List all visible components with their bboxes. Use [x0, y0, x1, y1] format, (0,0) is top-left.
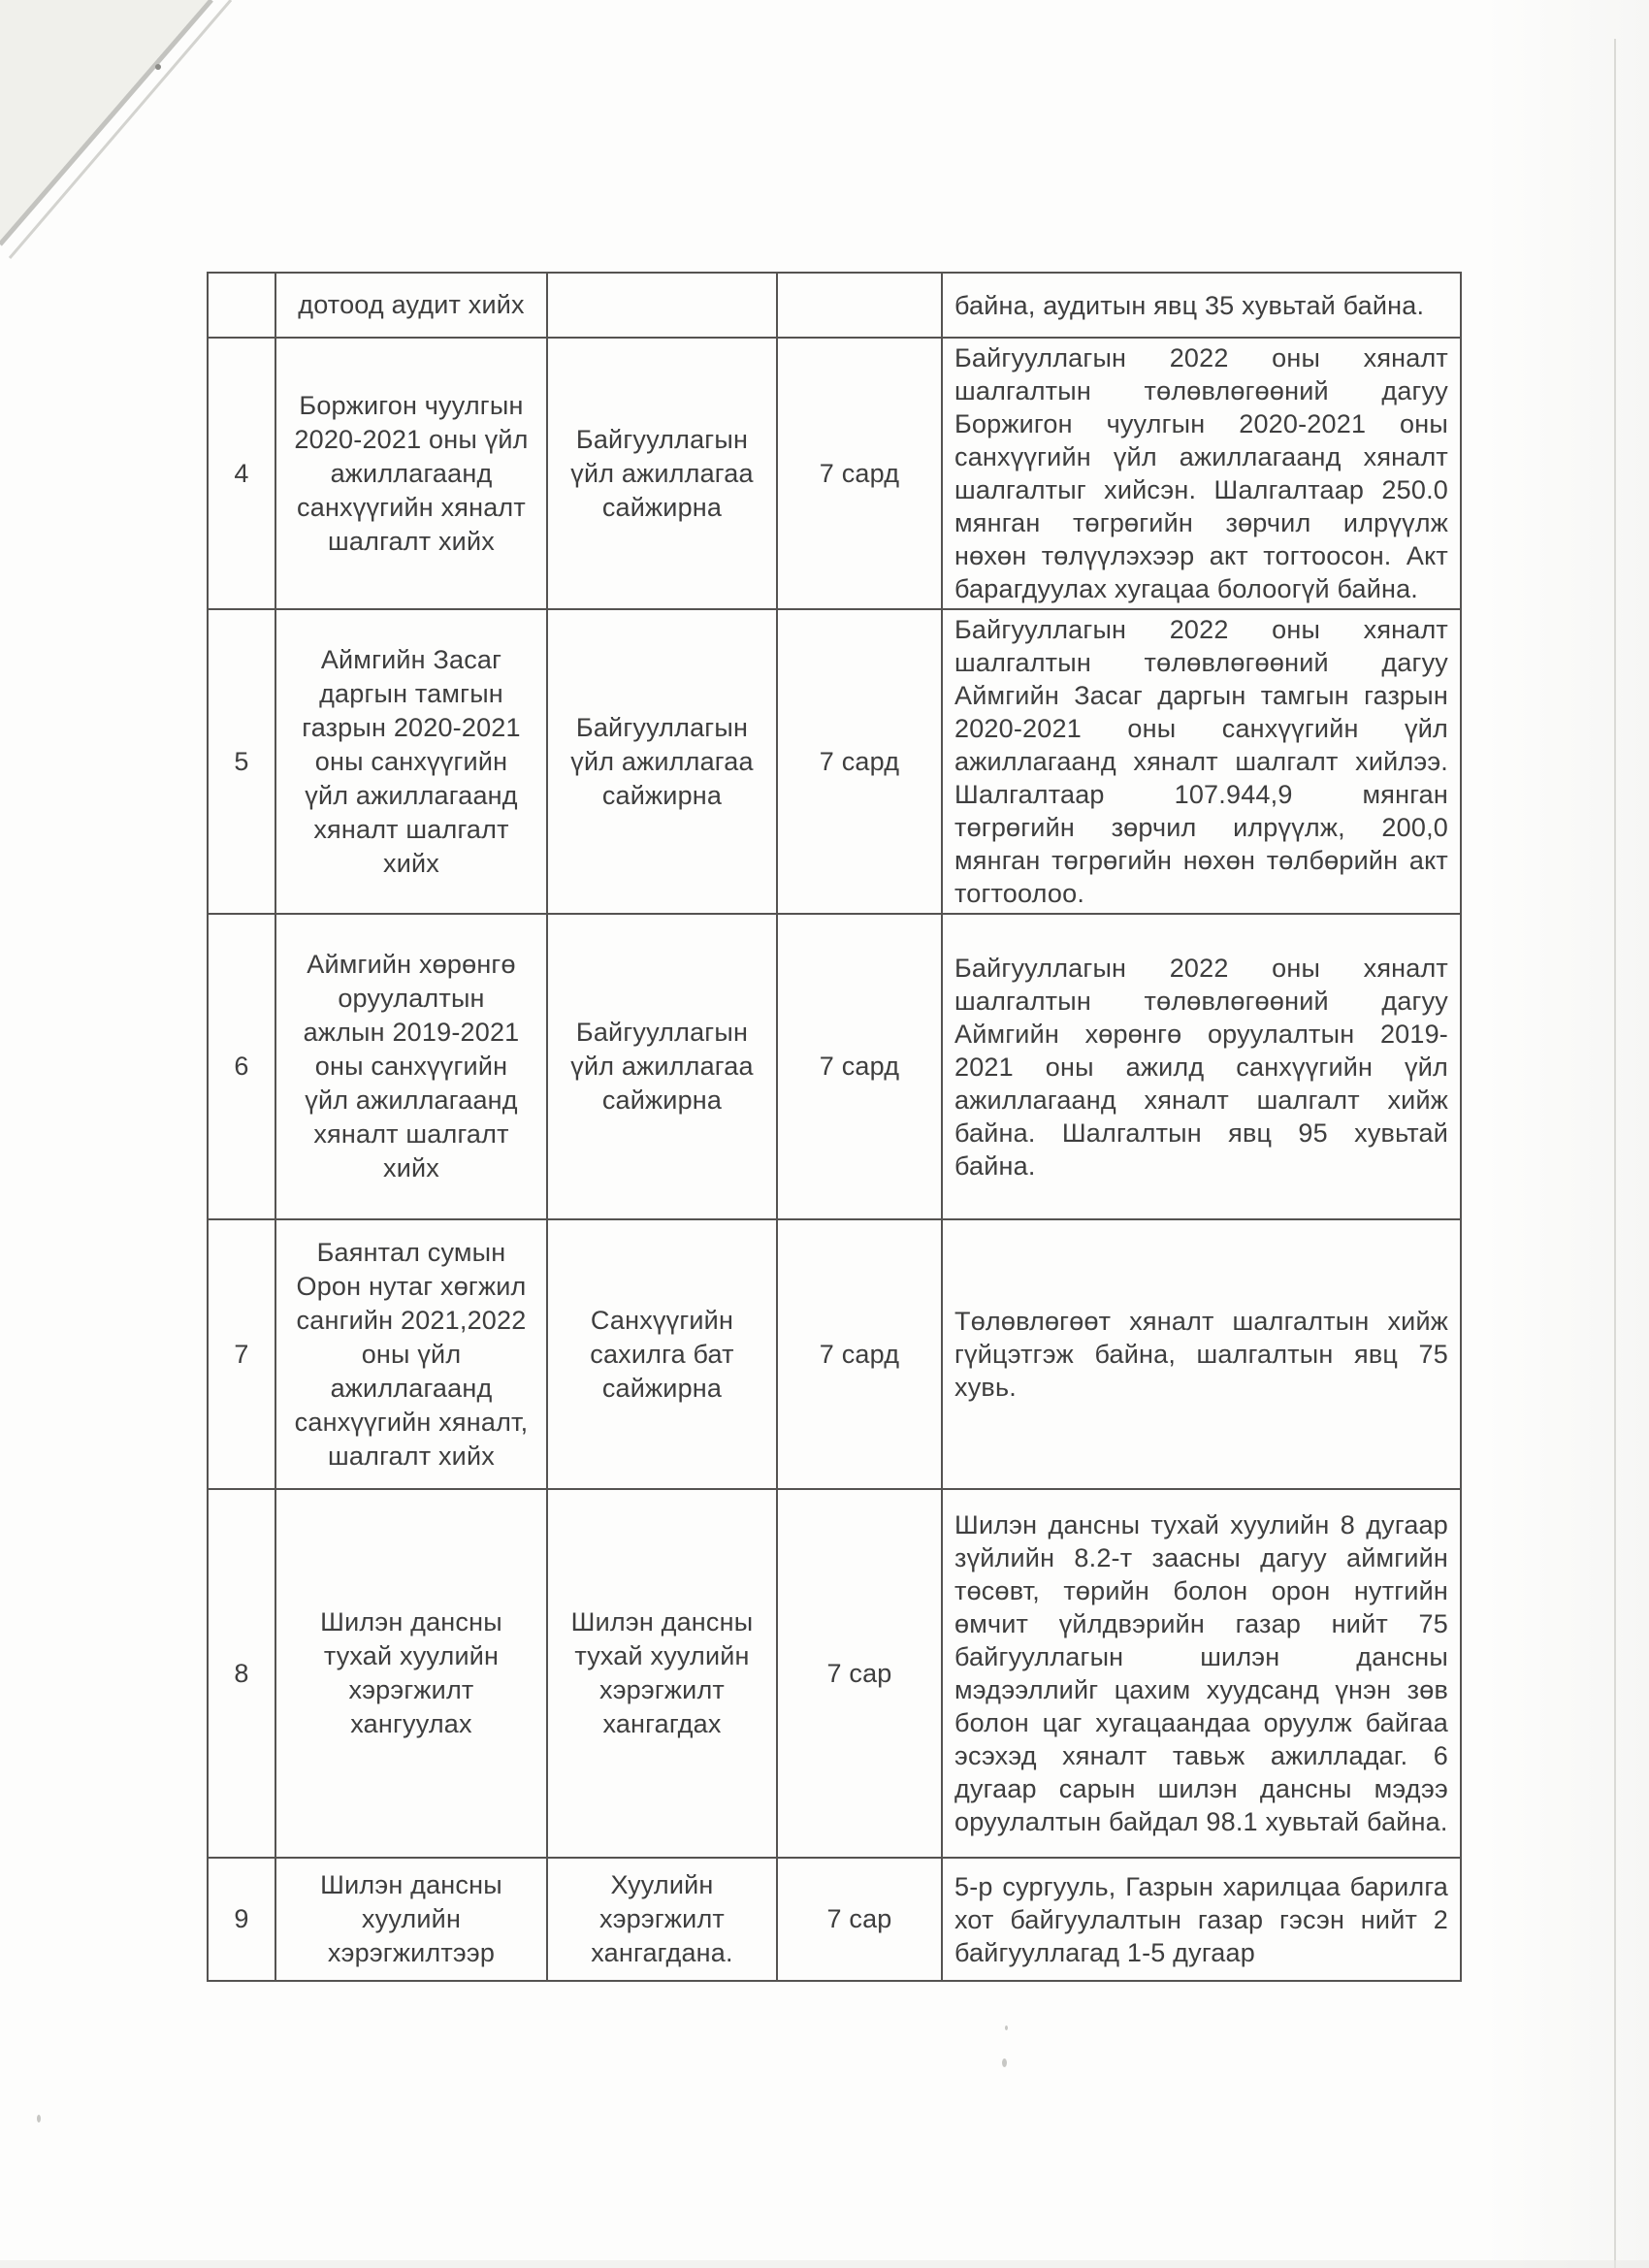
row-number-cell: 7: [208, 1219, 275, 1489]
expected-outcome-cell: [547, 273, 777, 338]
task-cell: Боржигон чуулгын 2020-2021 оны үйл ажиллагаанд санхүүгийн хяналт шалгалт хийх: [275, 338, 547, 609]
audit-plan-table: [207, 272, 1462, 1982]
implementation-status-cell: Төлөвлөгөөт хяналт шалгалтын хийж гүйцэтгэж байна, шалгалтын явц 75 хувь.: [942, 1219, 1461, 1489]
table-row: [208, 1219, 1461, 1489]
implementation-status-cell: Байгууллагын 2022 оны хяналт шалгалтын төлөвлөгөөний дагуу Аймгийн Засаг даргын тамгын газрын 2020-2021 оны санхүүгийн үйл ажиллагаанд хяналт шалгалт хийлээ. Шалгалтаар 107.944,9 мянган төгрөгийн зөрчил илрүүлж, 200,0 мянган төгрөгийн нөхөн төлбөрийн акт тогтоолоо.: [942, 609, 1461, 914]
implementation-status-cell: Байгууллагын 2022 оны хяналт шалгалтын төлөвлөгөөний дагуу Аймгийн хөрөнгө оруулалтын 2019-2021 оны ажилд санхүүгийн үйл ажиллагаанд хяналт шалгалт хийж байна. Шалгалтын явц 95 хувьтай байна.: [942, 914, 1461, 1219]
row-number-cell: 5: [208, 609, 275, 914]
table-row: [208, 338, 1461, 609]
table-row: [208, 1858, 1461, 1981]
task-cell: Аймгийн Засаг даргын тамгын газрын 2020-2021 оны санхүүгийн үйл ажиллагаанд хяналт шалгалт хийх: [275, 609, 547, 914]
implementation-status-cell: Байгууллагын 2022 оны хяналт шалгалтын төлөвлөгөөний дагуу Боржигон чуулгын 2020-2021 оны санхүүгийн үйл ажиллагаанд хяналт шалгалтыг хийсэн. Шалгалтаар 250.0 мянган төгрөгийн зөрчил илрүүлж нөхөн төлүүлэхээр акт тогтоосон. Акт барагдуулах хугацаа болоогүй байна.: [942, 338, 1461, 609]
scan-speck: [37, 2115, 41, 2122]
table-row: [208, 1489, 1461, 1858]
scan-speck: [1002, 2058, 1007, 2067]
task-cell: Баянтал сумын Орон нутаг хөгжил сангийн 2021,2022 оны үйл ажиллагаанд санхүүгийн хяналт, шалгалт хийх: [275, 1219, 547, 1489]
timeframe-cell: 7 сар: [777, 1489, 942, 1858]
timeframe-cell: 7 сард: [777, 1219, 942, 1489]
implementation-status-cell: Шилэн дансны тухай хуулийн 8 дугаар зүйлийн 8.2-т заасны дагуу аймгийн төсөвт, төрийн болон орон нутгийн өмчит үйлдвэрийн газар нийт 75 байгууллагын шилэн дансны мэдээллийг цахим хуудсанд үнэн зөв болон цаг хугацаандаа оруулж байгаа эсэхэд хяналт тавьж ажилладаг. 6 дугаар сарын шилэн дансны мэдээ оруулалтын байдал 98.1 хувьтай байна.: [942, 1489, 1461, 1858]
implementation-status-cell: 5-р сургууль, Газрын харилцаа барилга хот байгуулалтын газар гэсэн нийт 2 байгууллагад 1-5 дугаар: [942, 1858, 1461, 1981]
expected-outcome-cell: Байгууллагын үйл ажиллагаа сайжирна: [547, 914, 777, 1219]
table-row: [208, 273, 1461, 338]
table-row: [208, 609, 1461, 914]
row-number-cell: [208, 273, 275, 338]
expected-outcome-cell: Хуулийн хэрэгжилт хангагдана.: [547, 1858, 777, 1981]
timeframe-cell: [777, 273, 942, 338]
expected-outcome-cell: Санхүүгийн сахилга бат сайжирна: [547, 1219, 777, 1489]
timeframe-cell: 7 сар: [777, 1858, 942, 1981]
task-cell: Шилэн дансны тухай хуулийн хэрэгжилт хангуулах: [275, 1489, 547, 1858]
timeframe-cell: 7 сард: [777, 338, 942, 609]
row-number-cell: 9: [208, 1858, 275, 1981]
task-cell: дотоод аудит хийх: [275, 273, 547, 338]
row-number-cell: 8: [208, 1489, 275, 1858]
table-row: [208, 914, 1461, 1219]
scan-edge-shade: [1484, 0, 1649, 2268]
task-cell: Шилэн дансны хуулийн хэрэгжилтээр: [275, 1858, 547, 1981]
expected-outcome-cell: Шилэн дансны тухай хуулийн хэрэгжилт хангагдах: [547, 1489, 777, 1858]
expected-outcome-cell: Байгууллагын үйл ажиллагаа сайжирна: [547, 338, 777, 609]
scan-edge-line: [1614, 39, 1616, 2268]
implementation-status-cell: байна, аудитын явц 35 хувьтай байна.: [942, 273, 1461, 338]
row-number-cell: 4: [208, 338, 275, 609]
expected-outcome-cell: Байгууллагын үйл ажиллагаа сайжирна: [547, 609, 777, 914]
scan-bottom-edge: [0, 2260, 1649, 2268]
scan-speck: [1005, 2025, 1008, 2030]
timeframe-cell: 7 сард: [777, 914, 942, 1219]
timeframe-cell: 7 сард: [777, 609, 942, 914]
task-cell: Аймгийн хөрөнгө оруулалтын ажлын 2019-2021 оны санхүүгийн үйл ажиллагаанд хяналт шалгалт хийх: [275, 914, 547, 1219]
row-number-cell: 6: [208, 914, 275, 1219]
